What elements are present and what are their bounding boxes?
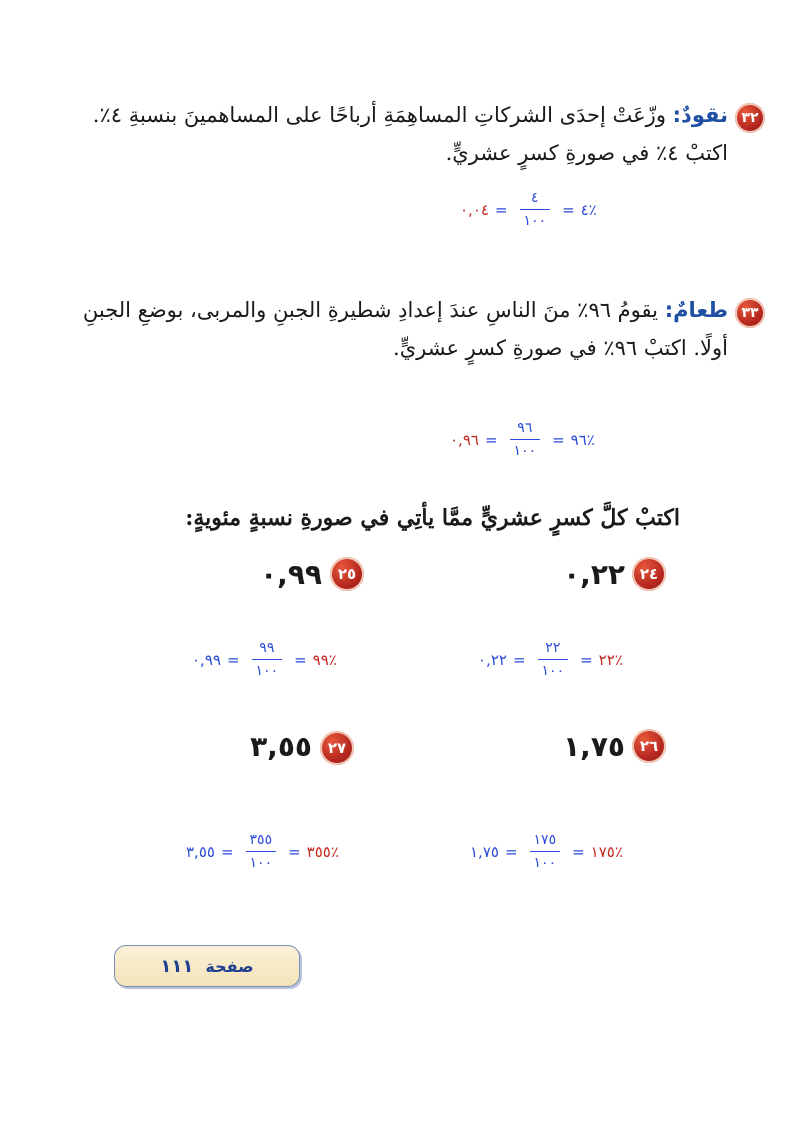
answer-decimal: ٠,٩٦ (450, 430, 479, 449)
answer-decimal: ٠,٠٤ (460, 200, 489, 219)
page-label: صفحة (205, 956, 254, 976)
question-33-keyword: طعامٌ: (664, 298, 728, 322)
page-number-box (114, 945, 300, 987)
answer-decimal: ٣,٥٥ (186, 842, 215, 861)
answer-fraction: $\frac{٣٥٥}{١٠٠}$ (246, 832, 277, 871)
answer-fraction: $\frac{١٧٥}{١٠٠}$ (530, 832, 561, 871)
answer-decimal: ٠,٢٢ (478, 650, 507, 669)
page-number: ١١١ (160, 955, 194, 977)
item-26-value: ١,٧٥ (563, 730, 625, 763)
item-26-answer: ٪١٧٥ = $\frac{١٧٥}{١٠٠}$ = ١,٧٥ (470, 832, 623, 871)
question-32-answer: ٪٤ = $\frac{٤}{١٠٠}$ = ٠,٠٤ (460, 190, 597, 229)
answer-percent: ٪٩٦ (570, 430, 595, 449)
answer-percent: ٪٣٥٥ (306, 842, 339, 861)
answer-decimal: ٠,٩٩ (192, 650, 221, 669)
item-24-value: ٠,٢٢ (563, 558, 625, 591)
item-24-answer: ٪٢٢ = $\frac{٢٢}{١٠٠}$ = ٠,٢٢ (478, 640, 623, 679)
answer-decimal: ١,٧٥ (470, 842, 499, 861)
answer-percent: ٪١٧٥ (590, 842, 623, 861)
section-heading: اكتبْ كلَّ كسرٍ عشريٍّ ممَّا يأتِي في صورةِ نسبةٍ مئويةٍ: (185, 505, 680, 531)
answer-percent: ٪٤ (580, 200, 597, 219)
question-32-text (70, 96, 728, 172)
question-number-badge: ٣٣ (735, 298, 765, 328)
item-27-answer: ٪٣٥٥ = $\frac{٣٥٥}{١٠٠}$ = ٣,٥٥ (186, 832, 339, 871)
question-32-keyword: نقودٌ: (672, 103, 728, 127)
item-number-badge: ٢٤ (632, 557, 666, 591)
answer-fraction: $\frac{٩٦}{١٠٠}$ (510, 420, 541, 459)
question-33-body: يقومُ ٩٦٪ منَ الناسِ عندَ إعدادِ شطيرةِ الجبنِ والمربى، بوضعِ الجبنِ أولًا. اكتبْ ٩٦٪ في صورةِ كسرٍ عشريٍّ. (82, 298, 728, 360)
item-number-badge: ٢٥ (330, 557, 364, 591)
answer-percent: ٪٩٩ (312, 650, 337, 669)
question-33-answer: ٪٩٦ = $\frac{٩٦}{١٠٠}$ = ٠,٩٦ (450, 420, 595, 459)
item-number-badge: ٢٧ (320, 731, 354, 765)
question-number-badge: ٣٢ (735, 103, 765, 133)
item-25-answer: ٪٩٩ = $\frac{٩٩}{١٠٠}$ = ٠,٩٩ (192, 640, 337, 679)
answer-percent: ٪٢٢ (598, 650, 623, 669)
item-27-value: ٣,٥٥ (250, 730, 312, 763)
answer-fraction: $\frac{٩٩}{١٠٠}$ (252, 640, 283, 679)
item-number-badge: ٢٦ (632, 729, 666, 763)
answer-fraction: $\frac{٤}{١٠٠}$ (520, 190, 551, 229)
answer-fraction: $\frac{٢٢}{١٠٠}$ (538, 640, 569, 679)
question-33-text (70, 291, 728, 367)
question-32-body: وزّعَتْ إحدَى الشركاتِ المساهِمَةِ أرباحًا على المساهمينَ بنسبةِ ٤٪. اكتبْ ٤٪ في صورةِ كسرٍ عشريٍّ. (92, 103, 728, 165)
item-25-value: ٠,٩٩ (260, 558, 322, 591)
